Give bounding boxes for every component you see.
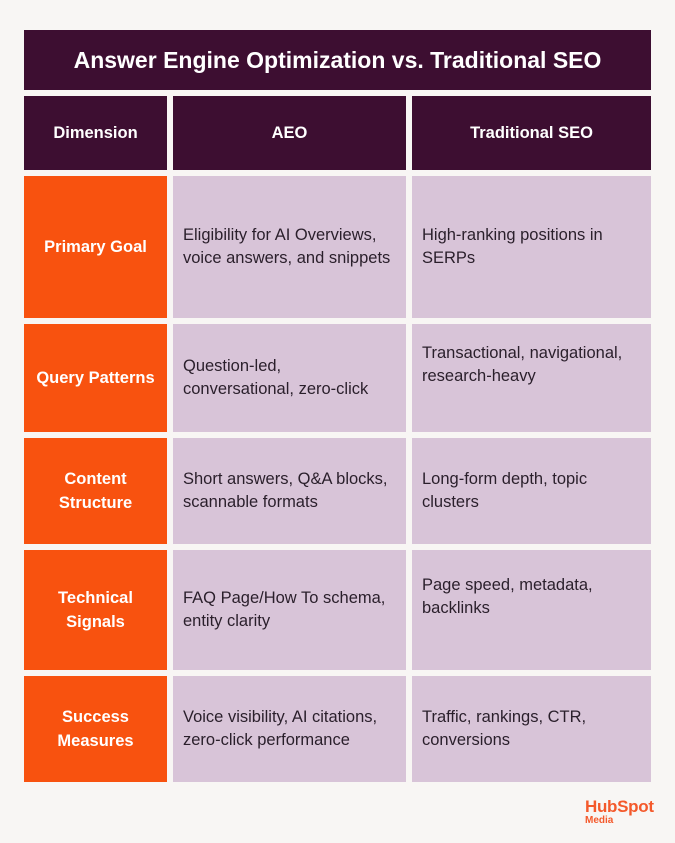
cell-aeo-primary-goal: Eligibility for AI Overviews, voice answers, and snippets	[173, 176, 406, 318]
cell-aeo-technical-signals: FAQ Page/How To schema, entity clarity	[173, 550, 406, 670]
cell-aeo-success-measures: Voice visibility, AI citations, zero-click performance	[173, 676, 406, 782]
cell-aeo-query-patterns: Question-led, conversational, zero-click	[173, 324, 406, 432]
cell-seo-query-patterns: Transactional, navigational, research-heavy	[412, 324, 651, 432]
header-dimension: Dimension	[24, 96, 167, 170]
row-label-success-measures: Success Measures	[24, 676, 167, 782]
header-aeo: AEO	[173, 96, 406, 170]
cell-aeo-content-structure: Short answers, Q&A blocks, scannable formats	[173, 438, 406, 544]
cell-seo-success-measures: Traffic, rankings, CTR, conversions	[412, 676, 651, 782]
cell-seo-content-structure: Long-form depth, topic clusters	[412, 438, 651, 544]
row-label-technical-signals: Technical Signals	[24, 550, 167, 670]
logo-sub: Media	[585, 815, 614, 826]
header-traditional-seo: Traditional SEO	[412, 96, 651, 170]
hubspot-media-logo	[585, 798, 654, 827]
logo-brand: HubSpot	[585, 797, 654, 816]
row-label-content-structure: Content Structure	[24, 438, 167, 544]
row-label-primary-goal: Primary Goal	[24, 176, 167, 318]
cell-seo-primary-goal: High-ranking positions in SERPs	[412, 176, 651, 318]
cell-seo-technical-signals: Page speed, metadata, backlinks	[412, 550, 651, 670]
table-title: Answer Engine Optimization vs. Traditional SEO	[24, 30, 651, 90]
row-label-query-patterns: Query Patterns	[24, 324, 167, 432]
